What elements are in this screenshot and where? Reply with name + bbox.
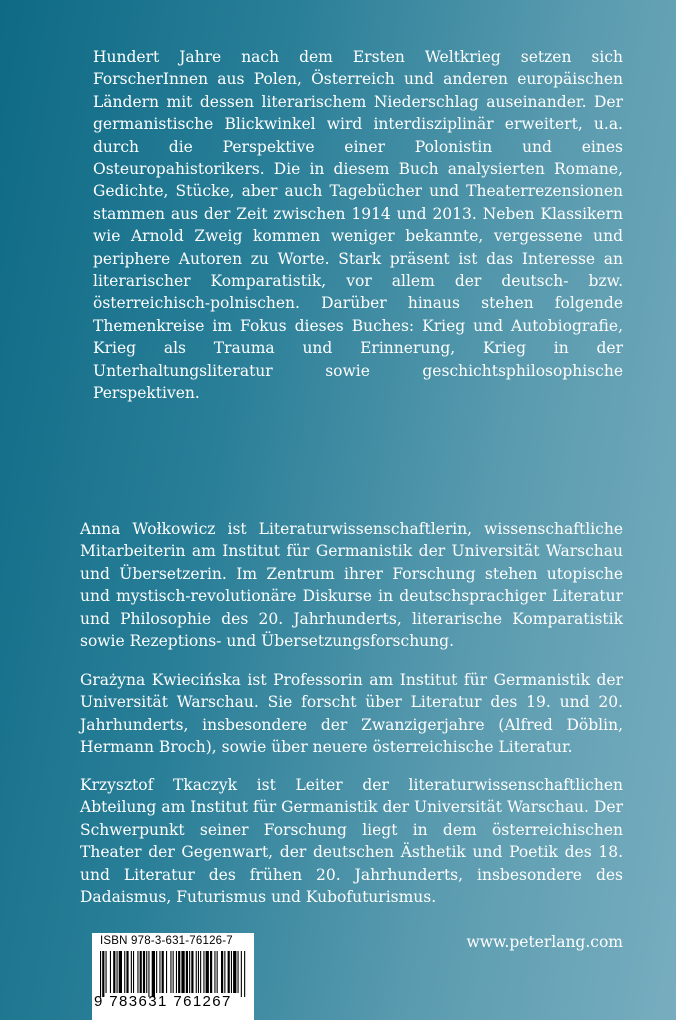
barcode-bar [176, 951, 177, 993]
ean-digits: 9 783631 761267 [94, 993, 232, 1010]
barcode-bar [106, 951, 107, 993]
barcode-bar [196, 951, 197, 993]
barcode-bar [170, 951, 171, 993]
barcode-bar [124, 951, 125, 993]
barcode-bar [244, 951, 245, 997]
barcode-bar [189, 951, 190, 993]
barcode-bar [198, 951, 199, 993]
barcode-bar [100, 951, 101, 997]
barcode-bar [159, 951, 160, 993]
barcode-bar [221, 951, 223, 993]
barcode-bar [152, 951, 155, 997]
barcode-bar [131, 951, 132, 993]
barcode-bar [146, 951, 147, 993]
barcode-bar [143, 951, 145, 993]
barcode-bar [126, 951, 128, 993]
barcode-bar [181, 951, 184, 993]
barcode-bar [191, 951, 193, 993]
blurb-paragraph: Hundert Jahre nach dem Ersten Weltkrieg setzen sich ForscherInnen aus Polen, Österreich und anderen europäischen Ländern mit dessen literarischem Niederschlag auseinander. Der germanistische Blickwinkel wird interdisziplinär erweitert, u.a. durch die Perspektive einer Polonistin und eines Osteuropahistorikers. Die in diesem Buch analysierten Romane, Gedichte, Stücke, aber auch Tagebücher und Theaterrezensionen stammen aus der Zeit zwischen 1914 und 2013. Neben Klassikern wie Arnold Zweig kommen weniger bekannte, vergessene und periphere Autoren zu Worte. Stark präsent ist das Interesse an literarischer Komparatistik, vor allem der deutsch- bzw. österreichisch-polnischen. Darüber hinaus stehen folgende Themenkreise im Fokus dieses Buches: Krieg und Autobiografie, Krieg als Trauma und Erinnerung, Krieg in der Unterhaltungsliteratur sowie geschichtsphilosophische Perspektiven. [93, 48, 623, 403]
barcode-bar [224, 951, 225, 993]
barcode-bar [241, 951, 242, 997]
barcode-bar [178, 951, 180, 993]
barcode-graphic [100, 951, 246, 997]
barcode-bar [140, 951, 142, 993]
author-bio-wolkowicz: Anna Wołkowicz ist Literaturwissenschaftlerin, wissenschaftliche Mitarbeiterin am Institut für Germanistik der Universität Warschau und Übersetzerin. Im Zentrum ihrer Forschung stehen utopische und mystisch-revolutionäre Diskurse in deutschsprachiger Literatur und Philosophie des 20. Jahrhunderts, literarische Komparatistik sowie Rezeptions- und Übersetzungsforschung. [80, 520, 623, 651]
barcode-bar [217, 951, 218, 993]
barcode-bar [231, 951, 232, 993]
isbn-text: ISBN 978-3-631-76126-7 [100, 935, 233, 947]
barcode-bar [238, 951, 239, 993]
barcode-bar [117, 951, 118, 993]
barcode-bar [214, 951, 215, 993]
barcode-bar [162, 951, 164, 993]
barcode-bar [210, 951, 212, 993]
publisher-website: www.peterlang.com [466, 933, 623, 951]
barcode-bar [173, 951, 174, 993]
barcode-bar [203, 951, 204, 993]
barcode-bar [156, 951, 157, 993]
barcode-bar [186, 951, 188, 993]
barcode-bar [233, 951, 236, 993]
barcode-bar [113, 951, 115, 993]
barcode-bar [137, 951, 138, 993]
barcode-bar [133, 951, 134, 993]
barcode-bar [110, 951, 111, 993]
isbn-barcode-label [92, 933, 254, 1020]
barcode-bar [228, 951, 230, 993]
barcode-bar [102, 951, 104, 997]
author-bio-tkaczyk: Krzysztof Tkaczyk ist Leiter der literaturwissenschaftlichen Abteilung am Institut für Germanistik der Universität Warschau. Der Schwerpunkt seiner Forschung liegt in dem österreichischen Theater der Gegenwart, der deutschen Ästhetik und Poetik des 18. und Literatur des frühen 20. Jahrhunderts, insbesondere des Dadaismus, Futurismus und Kubofuturismus. [80, 776, 623, 907]
author-bio-kwiecinska: Grażyna Kwiecińska ist Professorin am Institut für Germanistik der Universität Warschau. Sie forscht über Literatur des 19. und 20. Jahrhunderts, insbesondere der Zwanzigerjahre (Alfred Döblin, Hermann Broch), sowie über neuere österreichische Literatur. [80, 671, 623, 757]
barcode-bar [148, 951, 149, 997]
barcode-bar [166, 951, 167, 993]
barcode-bar [200, 951, 201, 993]
barcode-bar [119, 951, 122, 993]
barcode-bar [206, 951, 209, 993]
